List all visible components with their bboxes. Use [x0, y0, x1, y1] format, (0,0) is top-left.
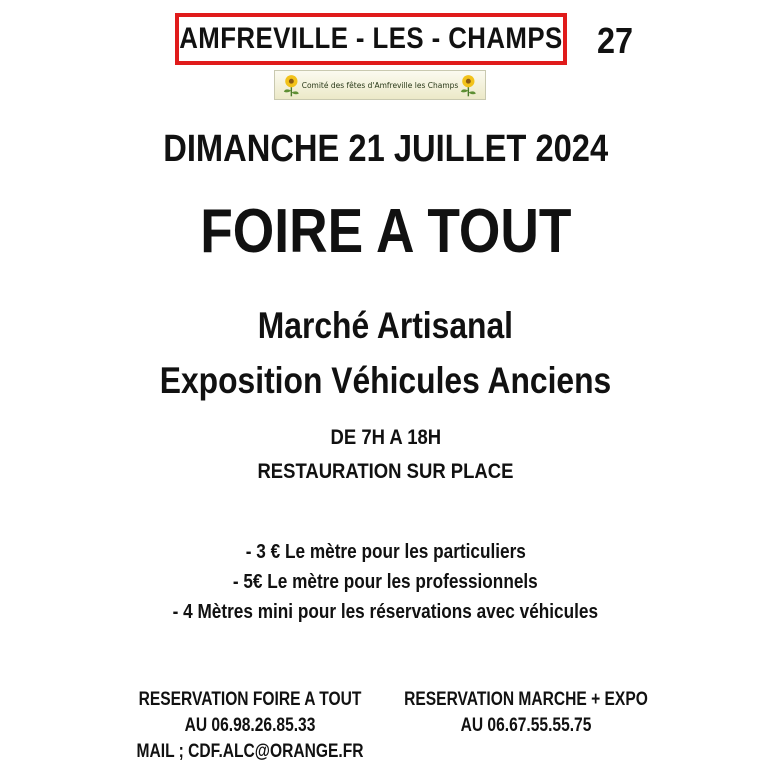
- department-number: 27: [596, 20, 634, 61]
- hours-line: [0, 426, 771, 450]
- committee-banner: [274, 70, 486, 100]
- contact-marche-phone: AU 06.67.55.55.75: [460, 715, 592, 736]
- price-item: [0, 541, 771, 564]
- sunflower-icon: [458, 73, 479, 97]
- event-hours: DE 7H A 18H: [330, 426, 441, 449]
- contact-marche-heading: RESERVATION MARCHE + EXPO: [404, 689, 648, 710]
- subtitle-line-2: [0, 360, 771, 402]
- committee-name: Comité des fêtes d'Amfreville les Champs: [301, 80, 459, 90]
- town-name: AMFREVILLE - LES - CHAMPS: [179, 22, 563, 55]
- contact-foire-phone: AU 06.98.26.85.33: [184, 715, 316, 736]
- price-particuliers: - 3 € Le mètre pour les particuliers: [245, 541, 526, 563]
- price-professionnels: - 5€ Le mètre pour les professionnels: [233, 571, 538, 593]
- event-title: FOIRE A TOUT: [199, 197, 572, 266]
- event-date: DIMANCHE 21 JUILLET 2024: [163, 128, 608, 170]
- price-item: [0, 571, 771, 594]
- contact-marche-expo: [376, 687, 676, 739]
- contact-foire-mail: MAIL ; CDF.ALC@ORANGE.FR: [136, 741, 364, 762]
- sunflower-icon: [281, 73, 302, 97]
- minimum-length-rule: - 4 Mètres mini pour les réservations avec véhicules: [172, 601, 599, 623]
- subtitle-marche: Marché Artisanal: [257, 305, 514, 346]
- price-item: [0, 601, 771, 624]
- subtitle-exposition: Exposition Véhicules Anciens: [159, 360, 612, 401]
- food-line: [0, 460, 771, 484]
- event-title-line: [0, 196, 771, 267]
- contact-foire-heading: RESERVATION FOIRE A TOUT: [138, 689, 362, 710]
- subtitle-line-1: [0, 305, 771, 347]
- food-info: RESTAURATION SUR PLACE: [257, 460, 514, 483]
- town-name-box: [175, 13, 567, 65]
- contact-foire: [100, 687, 400, 765]
- event-date-line: [0, 128, 771, 171]
